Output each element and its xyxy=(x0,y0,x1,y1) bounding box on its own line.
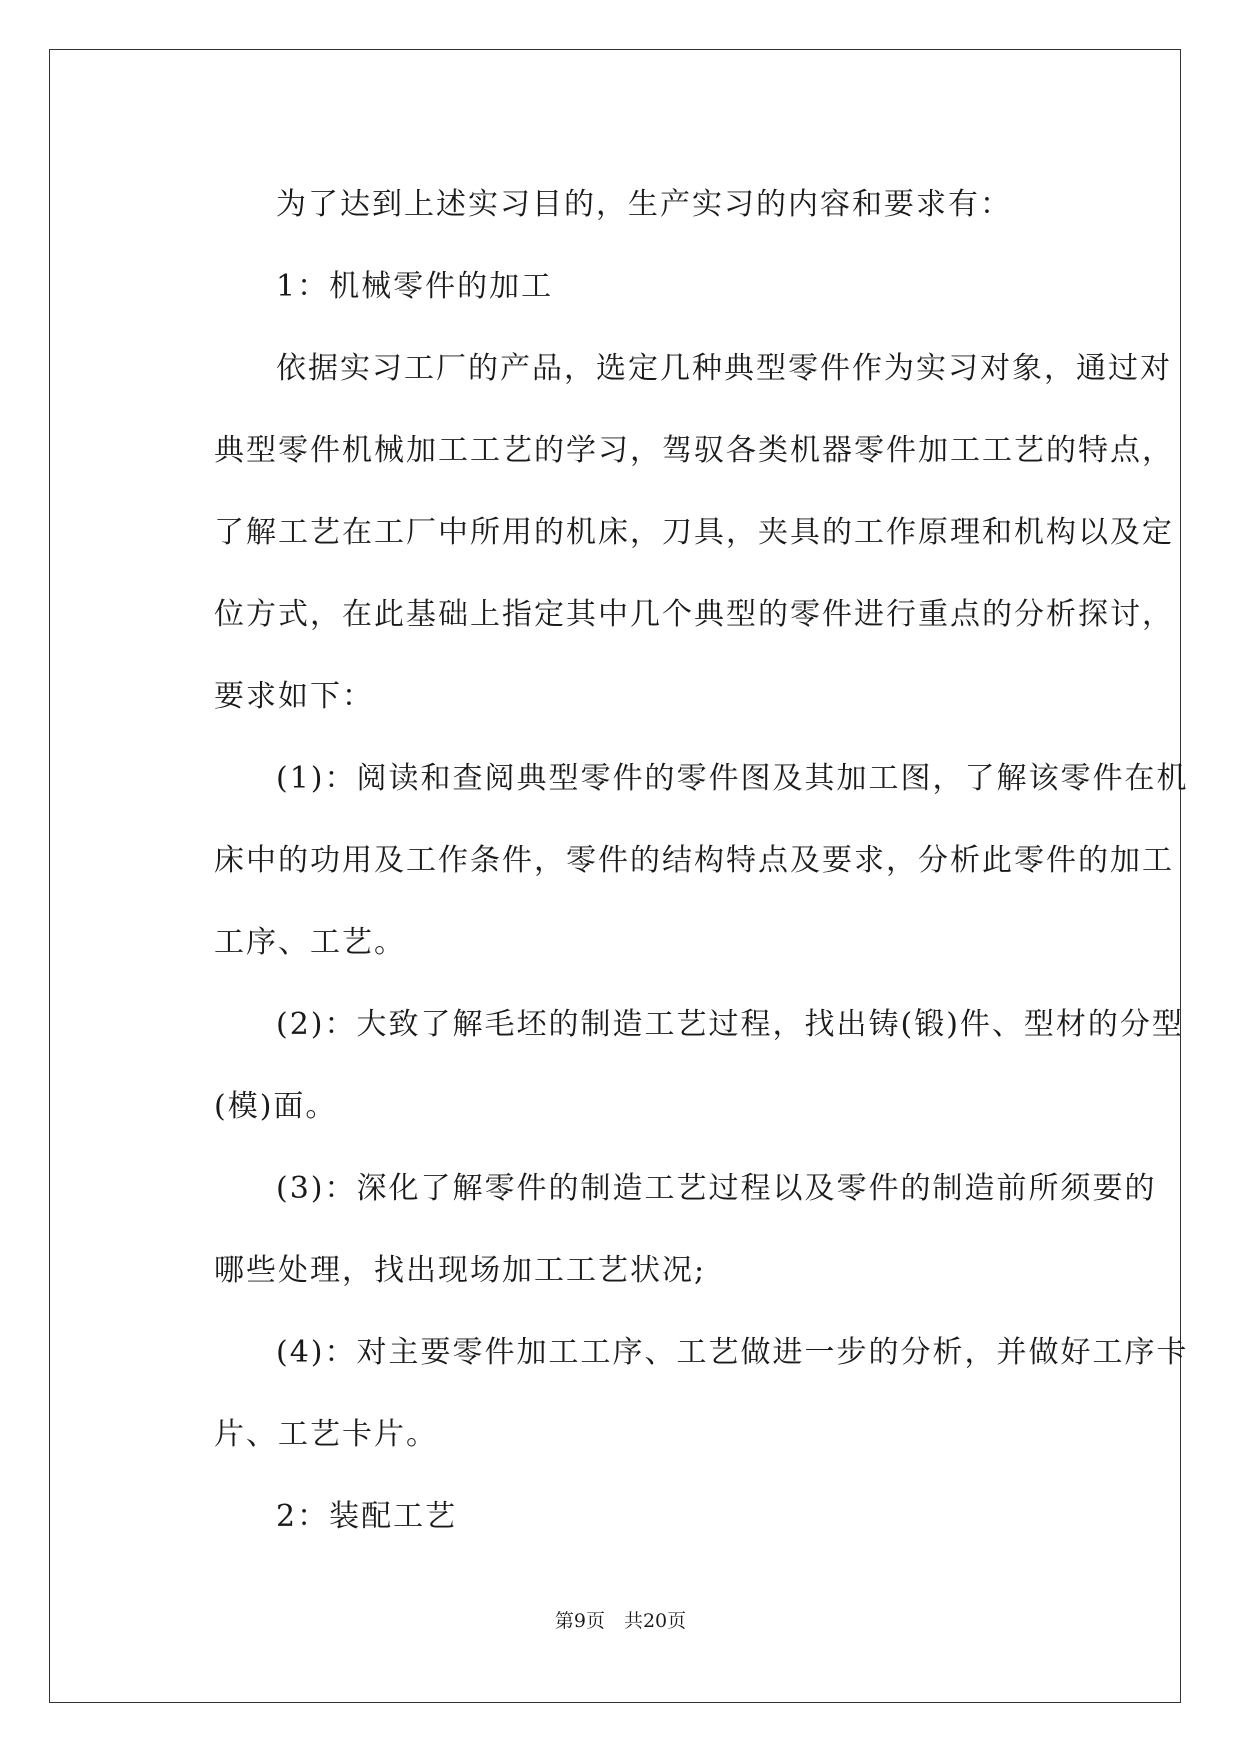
heading-machining xyxy=(152,246,1082,328)
text-line: (4)：对主要零件加工工序、工艺做进一步的分析，并做好工序卡 xyxy=(276,1335,1189,1370)
page-number: 第9页 共20页 xyxy=(554,1610,687,1632)
paragraph-item-1 xyxy=(152,738,1189,984)
document-body xyxy=(152,164,1189,1558)
text-line: 为了达到上述实习目的，生产实习的内容和要求有： xyxy=(276,187,1012,222)
text-line: 2：装配工艺 xyxy=(276,1499,458,1534)
text-line: 1：机械零件的加工 xyxy=(276,269,554,304)
text-line: (模)面。 xyxy=(214,1089,338,1124)
text-line: (1)：阅读和查阅典型零件的零件图及其加工图，了解该零件在机 xyxy=(276,761,1189,796)
paragraph-machining-description xyxy=(152,328,1174,738)
text-line: (2)：大致了解毛坯的制造工艺过程，找出铸(锻)件、型材的分型 xyxy=(276,1007,1184,1042)
text-line: 片、工艺卡片。 xyxy=(214,1417,438,1452)
text-line: 位方式，在此基础上指定其中几个典型的零件进行重点的分析探讨， xyxy=(214,597,1174,632)
paragraph-item-4 xyxy=(152,1312,1189,1476)
paragraph-item-3 xyxy=(152,1148,1157,1312)
text-line: (3)：深化了解零件的制造工艺过程以及零件的制造前所须要的 xyxy=(276,1171,1157,1206)
text-line: 哪些处理，找出现场加工工艺状况; xyxy=(214,1253,707,1288)
heading-assembly xyxy=(152,1476,1082,1558)
text-line: 依据实习工厂的产品，选定几种典型零件作为实习对象，通过对 xyxy=(276,351,1172,386)
paragraph-intro xyxy=(152,164,1082,246)
text-line: 工序、工艺。 xyxy=(214,925,406,960)
text-line: 了解工艺在工厂中所用的机床，刀具，夹具的工作原理和机构以及定 xyxy=(214,515,1174,550)
text-line: 床中的功用及工作条件，零件的结构特点及要求，分析此零件的加工 xyxy=(214,843,1174,878)
text-line: 典型零件机械加工工艺的学习，驾驭各类机器零件加工工艺的特点， xyxy=(214,433,1174,468)
paragraph-item-2 xyxy=(152,984,1184,1148)
text-line: 要求如下： xyxy=(214,679,374,714)
